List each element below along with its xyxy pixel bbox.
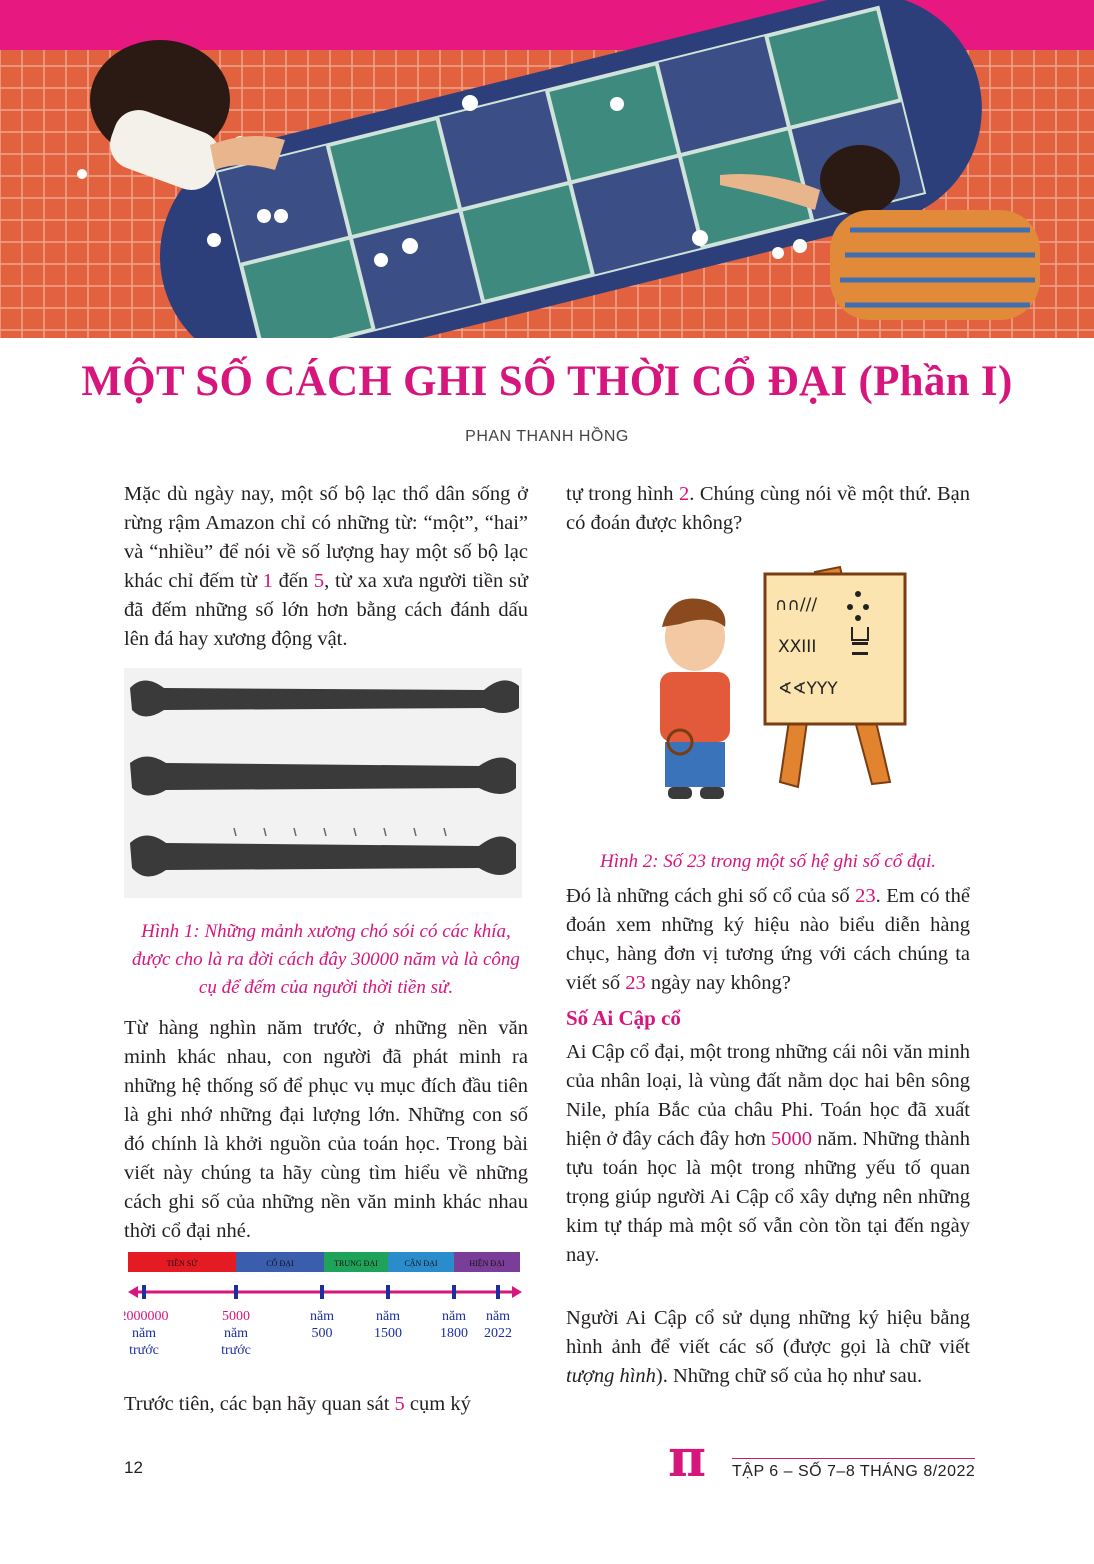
timeline-arrowhead (512, 1286, 522, 1298)
fig1-caption-text-a: Hình 1: Những mảnh xương chó sói có các khía, được cho là ra đời cách đây (132, 921, 511, 970)
timeline-tick-label: 500 (311, 1326, 333, 1341)
issue-label: TẬP 6 – SỐ 7–8 THÁNG 8/2022 (732, 1458, 975, 1481)
author-name: PHAN THANH HỒNG (465, 428, 629, 445)
p6-italic: tượng hình (566, 1365, 656, 1387)
p4-number-2: 23 (625, 972, 646, 994)
cont-number: 2 (679, 483, 690, 505)
timeline-tick-label: trước (221, 1343, 251, 1358)
observe-number: 5 (394, 1393, 405, 1415)
timeline-tick (234, 1285, 238, 1299)
timeline-tick (452, 1285, 456, 1299)
intro-paragraph (124, 480, 528, 654)
timeline-tick-label: năm (131, 1326, 157, 1341)
timeline-tick-label: năm (375, 1309, 401, 1324)
timeline-arrowhead (128, 1286, 138, 1298)
timeline-tick (386, 1285, 390, 1299)
timeline-segment-label: HIỆN ĐẠI (469, 1259, 505, 1268)
timeline-tick-label: 2000000 (124, 1309, 169, 1324)
article-title: MỘT SỐ CÁCH GHI SỐ THỜI CỔ ĐẠI (Phần I) (81, 358, 1013, 405)
board-row-1: ∩∩/// (775, 595, 818, 615)
figure-1-bones (124, 668, 522, 898)
observe-text-a: Trước tiên, các bạn hãy quan sát (124, 1393, 395, 1415)
observe-paragraph (124, 1390, 528, 1419)
intro-text-2: đến (272, 570, 314, 592)
timeline-tick-label: 1500 (374, 1326, 402, 1341)
timeline-tick (320, 1285, 324, 1299)
timeline-segment-label: TRUNG ĐẠI (334, 1259, 378, 1268)
timeline-tick-label: năm (485, 1309, 511, 1324)
timeline-tick-label: năm (441, 1309, 467, 1324)
timeline-tick (496, 1285, 500, 1299)
figure-2-illustration (640, 552, 920, 822)
cont-text-a: tự trong hình (566, 483, 680, 505)
figure-2-caption: Hình 2: Số 23 trong một số hệ ghi số cổ đại. (599, 851, 936, 872)
intro-text-3: , từ xa xưa người tiền sử đã đếm những số lớn hơn bằng cách đánh dấu lên đá hay xương động vật. (124, 570, 529, 650)
cont-text-b: . Chúng cùng nói về một thứ. Bạn có đoán được không? (566, 483, 970, 534)
intro-number-5: 5 (313, 570, 325, 592)
p5-number: 5000 (770, 1128, 812, 1150)
p6-text-b: ). Những chữ số của họ như sau. (655, 1365, 923, 1387)
p6-text-a: Người Ai Cập cổ sử dụng những ký hiệu bằng hình ảnh để viết các số (được gọi là chữ viết (566, 1307, 970, 1358)
board-row-3: ∢∢YYY (778, 679, 838, 699)
timeline-tick-label: năm (223, 1326, 249, 1341)
p5-text-b: năm. Những thành tựu toán học là một trong những yếu tố quan trọng giúp người Ai Cập cổ xây dựng nên những kim tự tháp mà một số vẫn còn tồn tại đến ngày nay. (566, 1128, 970, 1266)
continued-paragraph (566, 480, 970, 538)
timeline-tick-label: 1800 (440, 1326, 468, 1341)
timeline-segment-label: TIỀN SỬ (166, 1259, 198, 1268)
hero-illustration (0, 0, 1094, 338)
timeline-tick-label: 2022 (484, 1326, 512, 1341)
p4-text-c: ngày nay không? (645, 972, 791, 994)
timeline (124, 1250, 528, 1362)
p4-number-1: 23 (855, 885, 876, 907)
timeline-segment-label: CỔ ĐẠI (266, 1259, 294, 1268)
timeline-segment-label: CẬN ĐẠI (404, 1259, 438, 1268)
pi-logo: π (668, 1428, 707, 1489)
p4-text-b: . Em có thể đoán xem những ký hiệu nào biểu diễn hàng chục, hàng đơn vị tương ứng với cách chúng ta viết số (566, 885, 970, 994)
intro-number-1: 1 (262, 570, 273, 592)
number-23-paragraph (566, 882, 970, 998)
timeline-tick-label: trước (129, 1343, 159, 1358)
figure-1-caption (124, 918, 528, 1002)
fig1-caption-number: 30000 (351, 949, 399, 970)
observe-text-b: cụm ký (404, 1393, 471, 1415)
egypt-paragraph (566, 1038, 970, 1270)
timeline-tick-label: năm (309, 1309, 335, 1324)
board-row-2: XXIII (778, 637, 817, 657)
thinking-boy (660, 599, 730, 799)
p5-text-a: Ai Cập cổ đại, một trong những cái nôi văn minh của nhân loại, là vùng đất nằm dọc hai bên sông Nile, phía Bắc của châu Phi. Toán học đã xuất hiện ở đây cách đây hơn (566, 1041, 970, 1150)
history-paragraph: Từ hàng nghìn năm trước, ở những nền văn minh khác nhau, con người đã phát minh ra những hệ thống số để phục vụ mục đích đầu tiên là ghi nhớ những đại lượng lớn. Những con số đó chính là khởi nguồn của toán học. Trong bài viết này chúng ta hãy cùng tìm hiểu về những cách ghi số của những nền văn minh khác nhau thời cổ đại nhé. (124, 1017, 528, 1242)
p4-text-a: Đó là những cách ghi số cổ của số (566, 885, 856, 907)
timeline-tick (142, 1285, 146, 1299)
intro-text-1: Mặc dù ngày nay, một số bộ lạc thổ dân sống ở rừng rậm Amazon chỉ có những từ: “một”, “hai” và “nhiều” để nói về số lượng hay một số bộ lạc khác chỉ đếm từ (124, 483, 528, 592)
hieroglyph-paragraph (566, 1304, 970, 1391)
fig1-caption-text-b: năm và là công cụ để đếm của người thời tiền sử. (198, 949, 520, 998)
page-number: 12 (124, 1458, 143, 1477)
section-heading-egypt: Số Ai Cập cổ (566, 1006, 681, 1030)
timeline-tick-label: 5000 (222, 1309, 250, 1324)
